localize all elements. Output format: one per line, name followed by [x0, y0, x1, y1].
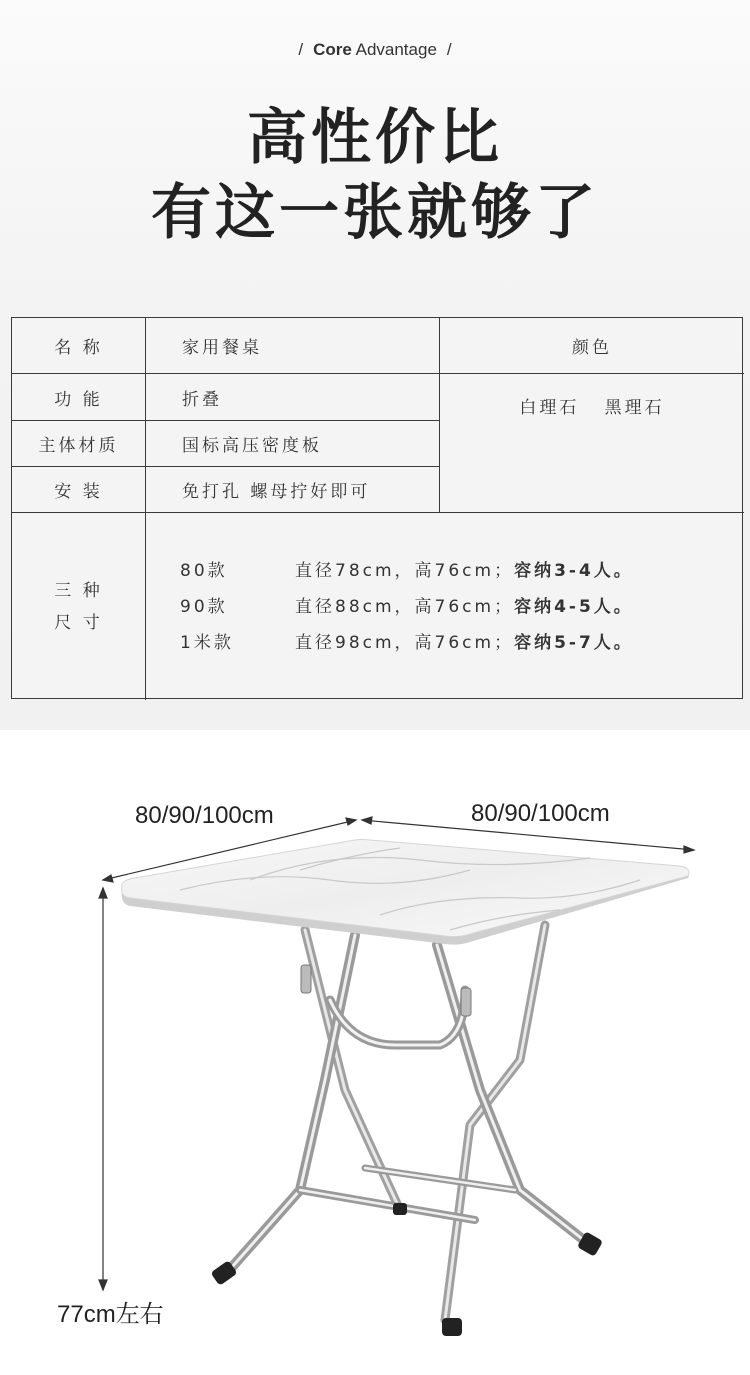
size-model: 80款 [180, 560, 228, 581]
row-value-material: 国标高压密度板 [182, 436, 322, 456]
height-dimension [99, 888, 107, 1290]
size-row [180, 622, 634, 658]
kicker-slash-left: / [298, 40, 304, 59]
size-row [180, 550, 634, 586]
headline-line-1: 高性价比 [247, 103, 503, 173]
size-dims: 直径88cm，高76cm； [295, 596, 515, 617]
height-label: 77cm左右 [57, 1301, 164, 1328]
row-label-install: 安 装 [54, 482, 103, 502]
width-label-left: 80/90/100cm [135, 802, 274, 829]
headline-line-2: 有这一张就够了 [151, 178, 599, 248]
size-row [180, 586, 634, 622]
size-list [180, 550, 634, 658]
section-kicker [0, 40, 750, 60]
kicker-rest: Advantage [355, 40, 437, 59]
size-model: 1米款 [180, 632, 234, 653]
size-capacity: 容纳3-4人。 [514, 560, 634, 581]
size-label-line-1: 三 种 [54, 580, 103, 601]
size-dims: 直径78cm，高76cm； [295, 560, 515, 581]
row-value-install: 免打孔 螺母拧好即可 [182, 482, 371, 502]
size-label-line-2: 尺 寸 [54, 612, 103, 633]
row-label-name: 名 称 [54, 338, 103, 358]
size-capacity: 容纳5-7人。 [514, 632, 634, 653]
kicker-slash-right: / [446, 40, 452, 59]
spec-table [11, 317, 743, 699]
row-label-material: 主体材质 [38, 436, 119, 456]
kicker-bold: Core [313, 40, 352, 59]
table-legs [225, 925, 590, 1320]
folding-table-illustration [0, 730, 750, 1375]
color-header: 颜色 [572, 338, 612, 358]
color-values: 白理石 黑理石 [519, 397, 665, 418]
size-capacity: 容纳4-5人。 [514, 596, 634, 617]
row-value-function: 折叠 [182, 389, 222, 410]
dimension-diagram [0, 730, 750, 1375]
size-model: 90款 [180, 596, 228, 617]
width-label-right: 80/90/100cm [471, 800, 610, 827]
row-value-name: 家用餐桌 [182, 338, 262, 358]
row-label-function: 功 能 [54, 389, 103, 410]
size-dims: 直径98cm，高76cm； [295, 632, 515, 653]
